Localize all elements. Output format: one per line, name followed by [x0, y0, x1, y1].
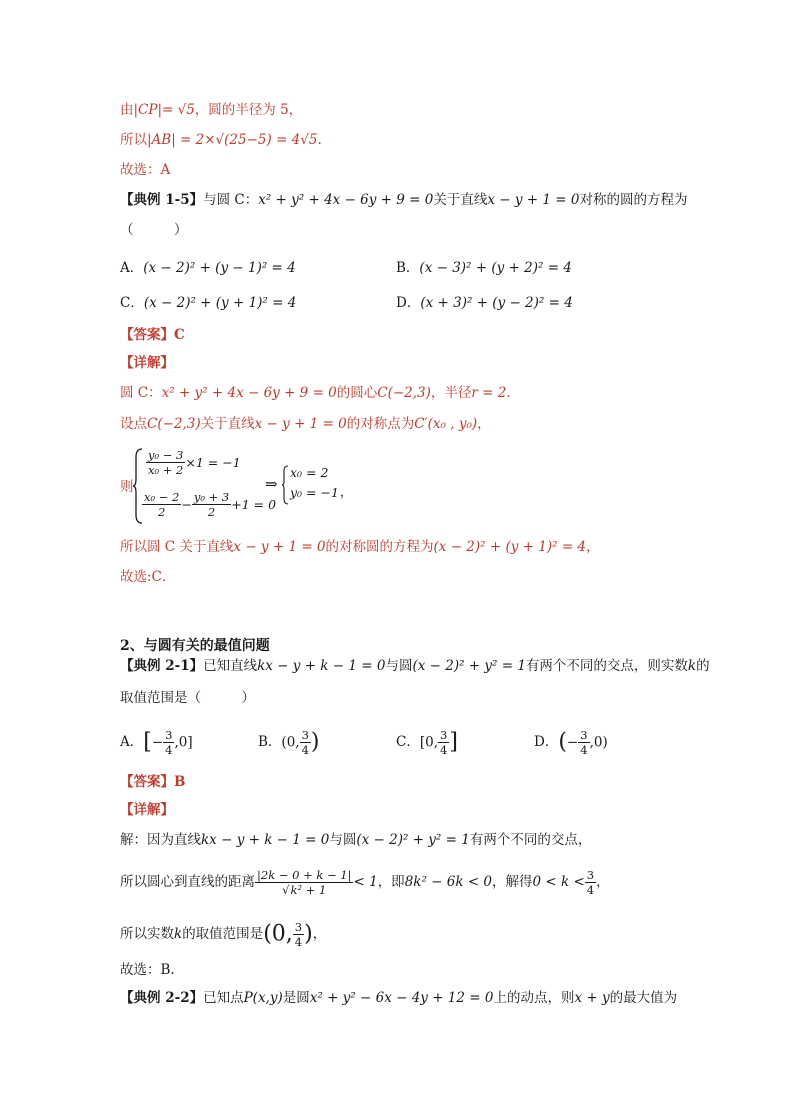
text: 与圆 [329, 832, 357, 848]
fraction [163, 728, 174, 757]
text: 由 [120, 102, 134, 118]
text: 的圆心 [336, 385, 378, 401]
text: ， [596, 874, 610, 890]
option-label: B． [258, 734, 282, 750]
text: 的对称圆的方程为 [325, 539, 434, 555]
example-2-2-question [120, 988, 677, 1008]
text: ，圆的半径为 5， [194, 102, 303, 118]
fraction [192, 490, 231, 519]
text: ×1 = −1 [185, 455, 241, 470]
answer-label: 【答案】B [120, 774, 186, 790]
minus: − [151, 734, 164, 751]
detail-line-symmetric [120, 414, 491, 434]
math: x + y [574, 990, 610, 1006]
text: . [317, 132, 322, 148]
option-a [120, 258, 296, 278]
result-y0: y₀ = −1 [290, 485, 339, 500]
fraction [300, 728, 311, 757]
math: (x − 2)² + y² = 1 [356, 832, 470, 848]
text: 上的动点，则 [493, 990, 575, 1006]
math: C(−2,3) [377, 385, 431, 401]
text: 与圆 C： [203, 192, 259, 208]
bracket: ,0) [589, 734, 608, 751]
text: 设点 [120, 416, 147, 432]
fraction [255, 868, 353, 897]
math: x² + y² + 4x − 6y + 9 = 0 [161, 385, 337, 401]
text: ，即 [377, 874, 405, 890]
denominator: 2 [158, 505, 166, 519]
text: 的对称点为 [346, 416, 415, 432]
numerator: 3 [586, 868, 595, 882]
bracket: (0, [281, 734, 300, 751]
option-a [120, 728, 193, 757]
numerator: 3 [440, 728, 448, 742]
math: r = 2 [471, 385, 507, 401]
fraction [585, 868, 596, 897]
text: 关于直线 [200, 416, 255, 432]
answer-choice-c: 故选:C． [120, 569, 176, 585]
section-title: 2、与圆有关的最值问题 [120, 638, 270, 654]
text: 的最大值为 [609, 990, 678, 1006]
math: x − y + 1 = 0 [233, 539, 326, 555]
option-math: (x − 2)² + (y + 1)² = 4 [143, 295, 297, 311]
text: 有两个不同的交点， [469, 832, 592, 848]
result-x0: x₀ = 2 [290, 465, 329, 480]
example-2-1-question-cont: 取值范围是（ ） [120, 690, 255, 706]
bracket: [ [143, 729, 152, 755]
text: 所以圆心到直线的距离 [120, 874, 255, 890]
text: 与圆 [385, 658, 413, 674]
detail-line-range [120, 920, 326, 949]
math-line-eq: x − y + 1 = 0 [487, 192, 580, 208]
text: 所以圆 C 关于直线 [120, 539, 234, 555]
text: ，半径 [430, 385, 472, 401]
detail-line-result [120, 537, 600, 557]
denominator: 4 [294, 935, 303, 949]
example-tag: 【典例 2-2】 [120, 990, 204, 1006]
answer-choice-a: 故选：A [120, 162, 171, 178]
option-label: A． [120, 734, 144, 750]
option-label: C． [120, 295, 144, 311]
fraction [293, 920, 304, 949]
text: − [181, 497, 192, 512]
math: 8k² − 6k < 0 [404, 874, 493, 890]
numerator: 3 [165, 728, 173, 742]
math: < 1 [353, 874, 378, 890]
answer-choice-b: 故选：B. [120, 962, 175, 978]
detail-line-intersect [120, 830, 591, 850]
option-label: B． [396, 260, 420, 276]
math: kx − y + k − 1 = 0 [201, 832, 330, 848]
math: (x − 2)² + (y + 1)² = 4 [433, 539, 587, 555]
text: ， [312, 926, 327, 942]
math-ab: |AB| = 2×√(25−5) = 4√5 [147, 132, 318, 148]
denominator: 4 [580, 743, 588, 757]
math: k [174, 926, 183, 942]
solution-line-ab [120, 130, 322, 150]
math: C′(x₀ , y₀) [414, 416, 478, 432]
numerator: 3 [580, 728, 588, 742]
text: ，解得 [492, 874, 533, 890]
text: 的取值范围是 [182, 926, 264, 942]
option-b [396, 258, 572, 278]
text: 圆 C： [120, 385, 162, 401]
text: 已知直线 [203, 658, 258, 674]
system-eq-2 [142, 490, 276, 519]
bracket: (0, [263, 921, 293, 947]
option-c [396, 728, 458, 757]
example-tag: 【典例 2-1】 [120, 658, 204, 674]
math: kx − y + k − 1 = 0 [257, 658, 386, 674]
option-label: A． [120, 260, 144, 276]
denominator: 2 [207, 505, 216, 519]
denominator: x₀ + 2 [148, 463, 184, 477]
option-math: (x + 3)² + (y − 2)² = 4 [420, 295, 573, 311]
numerator: |2k − 0 + k − 1| [257, 868, 352, 882]
text: 有两个不同的交点，则实数 [525, 658, 688, 674]
option-math: (x − 2)² + (y − 1)² = 4 [143, 260, 296, 276]
math: x² + y² − 6x − 4y + 12 = 0 [309, 990, 494, 1006]
text: 关于直线 [433, 192, 488, 208]
bracket: ( [558, 729, 567, 755]
example-1-5-question [120, 190, 687, 210]
result-suffix: ， [340, 484, 353, 499]
numerator: y₀ + 3 [193, 490, 230, 504]
numerator: x₀ − 2 [144, 490, 180, 504]
denominator: 4 [586, 883, 595, 897]
math: 0 < k < [532, 874, 585, 890]
text: 的 [696, 658, 710, 674]
bracket: [0, [419, 734, 438, 751]
text: 解：因为直线 [120, 832, 201, 848]
numerator: 3 [294, 920, 303, 934]
option-math: (x − 3)² + (y + 2)² = 4 [419, 260, 572, 276]
math-cp: |CP|= √5 [133, 102, 195, 118]
text: ， [477, 416, 491, 432]
numerator: y₀ − 3 [148, 448, 184, 462]
detail-label: 【详解】 [120, 355, 174, 371]
text: 对称的圆的方程为 [579, 192, 688, 208]
math: C(−2,3) [147, 416, 201, 432]
fraction [578, 728, 589, 757]
math: P(x,y) [243, 990, 283, 1006]
bracket: ,0] [174, 734, 193, 751]
option-d [396, 293, 573, 313]
option-label: D． [396, 295, 421, 311]
option-d [534, 728, 608, 757]
denominator: 4 [301, 743, 309, 757]
fraction [142, 490, 181, 519]
minus: − [566, 734, 579, 751]
text: 是圆 [282, 990, 310, 1006]
answer-label: 【答案】C [120, 327, 185, 343]
solution-line-cp [120, 100, 302, 120]
text: ． [506, 385, 520, 401]
numerator: 3 [301, 728, 309, 742]
text: +1 = 0 [231, 497, 277, 512]
bracket: ] [449, 729, 458, 755]
detail-label: 【详解】 [120, 802, 174, 818]
math-circle-eq: x² + y² + 4x − 6y + 9 = 0 [258, 192, 434, 208]
denominator: 4 [440, 743, 448, 757]
fraction [146, 448, 185, 477]
implies-arrow: ⇒ [265, 475, 278, 493]
option-c [120, 293, 296, 313]
bracket: ) [310, 729, 320, 755]
option-b [258, 728, 320, 757]
text: ， [586, 539, 600, 555]
fraction [438, 728, 449, 757]
radicand: k² + 1 [290, 883, 327, 897]
text: 已知点 [203, 990, 244, 1006]
option-label: D． [534, 734, 559, 750]
math: k [687, 658, 697, 674]
text: 所以 [120, 132, 147, 148]
system-prefix: 则 [120, 479, 134, 495]
detail-line-center [120, 383, 520, 403]
system-eq-1 [146, 448, 241, 477]
blank-paren: （ ） [120, 222, 188, 238]
example-tag: 【典例 1-5】 [120, 192, 204, 208]
option-label: C． [396, 734, 420, 750]
math: x − y + 1 = 0 [254, 416, 347, 432]
denominator: √k² + 1 [282, 883, 327, 897]
denominator: 4 [165, 743, 173, 757]
example-2-1-question [120, 656, 710, 676]
detail-line-distance [120, 868, 610, 897]
text: 所以实数 [120, 926, 174, 942]
bracket: ) [304, 921, 313, 947]
math: (x − 2)² + y² = 1 [412, 658, 526, 674]
result-brace [281, 465, 289, 505]
